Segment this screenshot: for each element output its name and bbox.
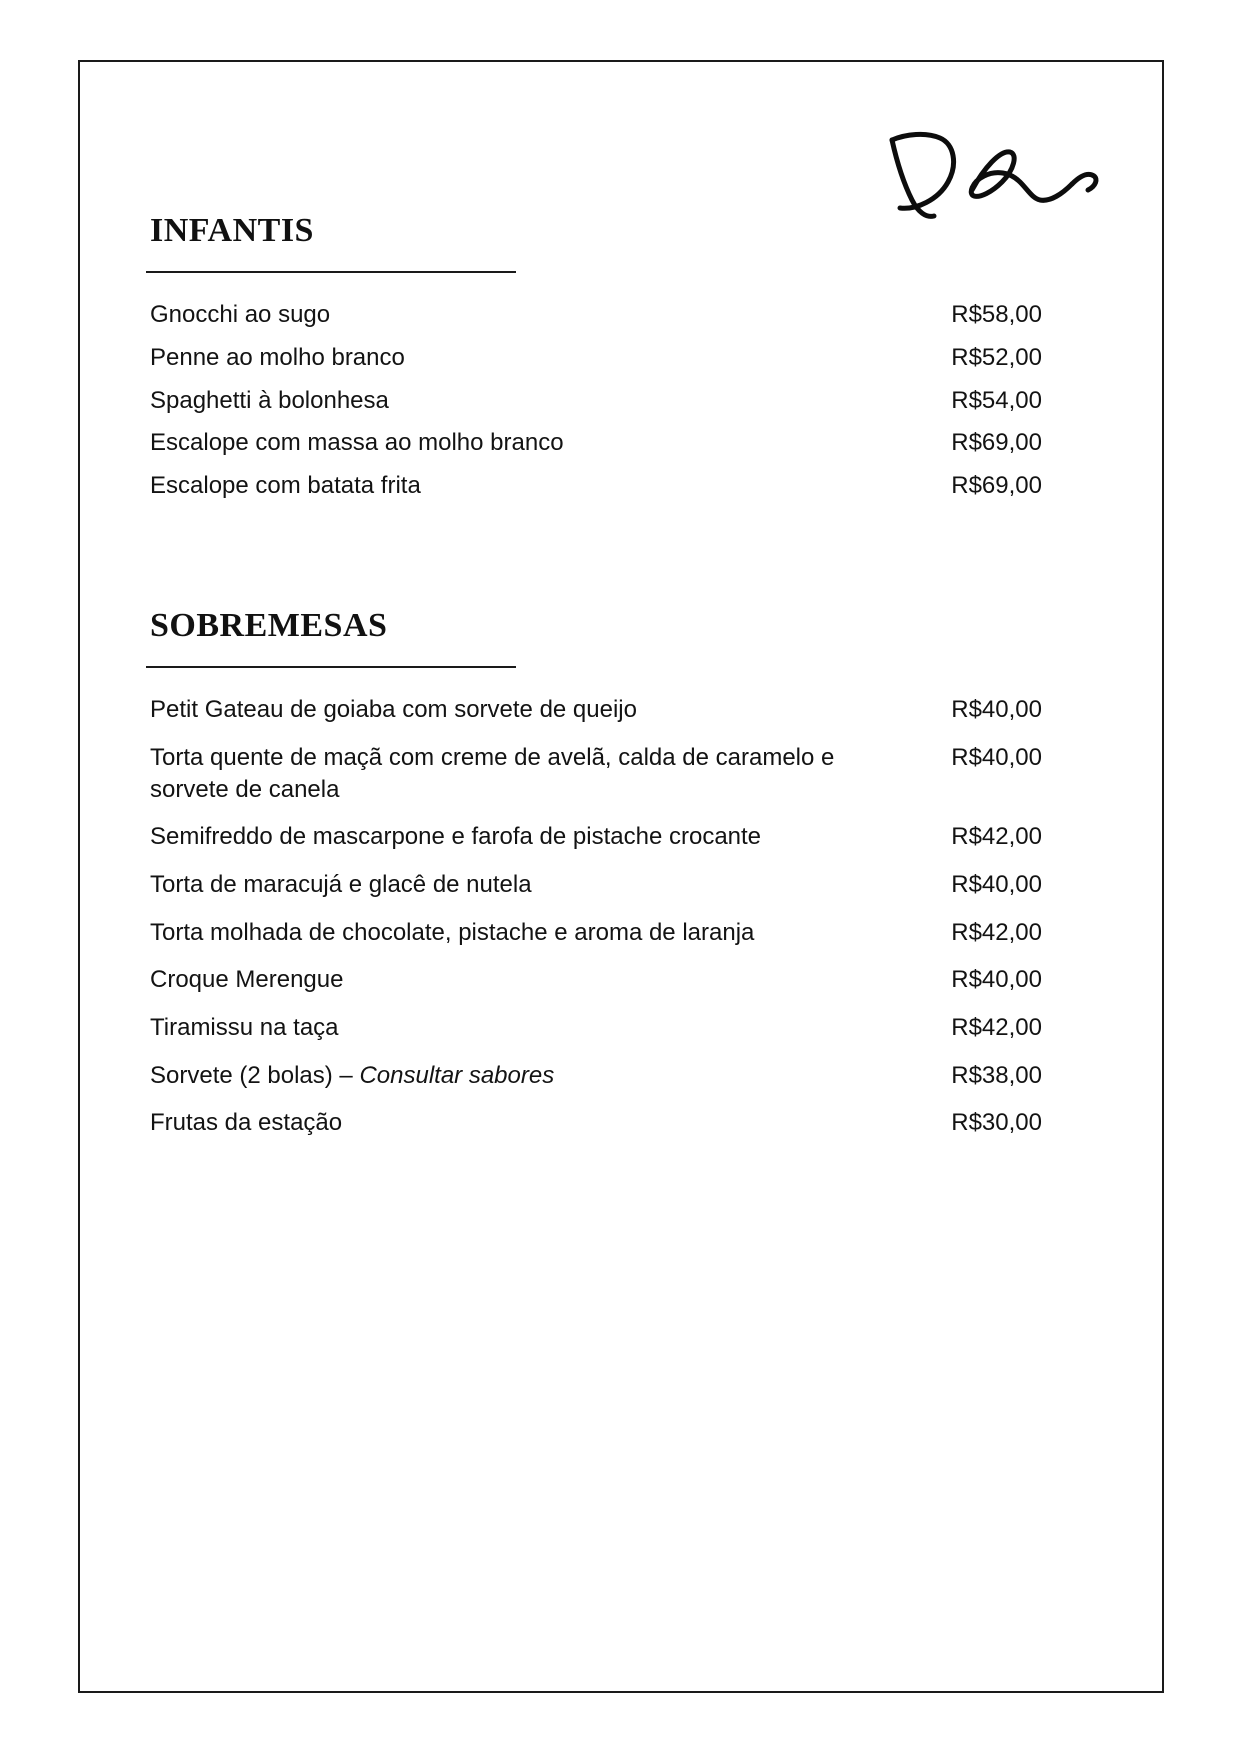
- item-name: Gnocchi ao sugo: [150, 301, 331, 329]
- section-title-infantis: INFANTIS: [150, 212, 314, 249]
- item-price: R$42,00: [951, 918, 1042, 946]
- menu-item: [144, 299, 1044, 331]
- section-divider: [146, 666, 516, 668]
- section-divider: [146, 271, 516, 273]
- item-price: R$69,00: [951, 472, 1042, 500]
- item-price: R$54,00: [951, 386, 1042, 414]
- menu-item: [144, 917, 1044, 949]
- menu-page: [78, 60, 1164, 1693]
- item-price: R$42,00: [951, 823, 1042, 851]
- item-price: R$52,00: [951, 344, 1042, 372]
- item-name: Spaghetti à bolonhesa: [150, 386, 389, 414]
- section-infantis: [144, 212, 1044, 513]
- item-price: R$69,00: [951, 429, 1042, 457]
- item-name: Semifreddo de mascarpone e farofa de pistache crocante: [150, 823, 762, 851]
- menu-item: [144, 470, 1044, 502]
- item-price: R$40,00: [951, 966, 1042, 994]
- item-price: R$40,00: [951, 871, 1042, 899]
- item-price: R$38,00: [951, 1061, 1042, 1089]
- item-name: Torta quente de maçã com creme de avelã, calda de caramelo e sorvete de canela: [150, 744, 835, 803]
- menu-item: [144, 964, 1044, 996]
- menu-item: [144, 1107, 1044, 1139]
- item-name: Frutas da estação: [150, 1109, 343, 1137]
- item-list-infantis: [144, 299, 1044, 501]
- item-price: R$40,00: [951, 696, 1042, 724]
- menu-item: [144, 385, 1044, 417]
- item-name: Petit Gateau de goiaba com sorvete de queijo: [150, 696, 637, 724]
- item-price: R$40,00: [951, 744, 1042, 772]
- menu-item: [144, 694, 1044, 726]
- menu-content: [144, 62, 1044, 1691]
- section-sobremesas: [144, 607, 1044, 1155]
- item-name: Torta molhada de chocolate, pistache e aroma de laranja: [150, 918, 755, 946]
- menu-item: [144, 342, 1044, 374]
- menu-item: [144, 1060, 1044, 1092]
- item-name: Tiramissu na taça: [150, 1014, 339, 1042]
- item-name: Penne ao molho branco: [150, 344, 405, 372]
- item-name: Sorvete (2 bolas) – Consultar sabores: [150, 1061, 555, 1089]
- item-name: Escalope com batata frita: [150, 472, 421, 500]
- menu-item: [144, 821, 1044, 853]
- section-title-sobremesas: SOBREMESAS: [150, 607, 388, 644]
- item-price: R$42,00: [951, 1014, 1042, 1042]
- menu-item: [144, 1012, 1044, 1044]
- item-name: Croque Merengue: [150, 966, 344, 994]
- item-price: R$58,00: [951, 301, 1042, 329]
- menu-item: [144, 869, 1044, 901]
- item-price: R$30,00: [951, 1109, 1042, 1137]
- item-name: Torta de maracujá e glacê de nutela: [150, 871, 532, 899]
- menu-item: [144, 427, 1044, 459]
- item-list-sobremesas: [144, 694, 1044, 1139]
- menu-item: [144, 742, 1044, 805]
- item-name: Escalope com massa ao molho branco: [150, 429, 564, 457]
